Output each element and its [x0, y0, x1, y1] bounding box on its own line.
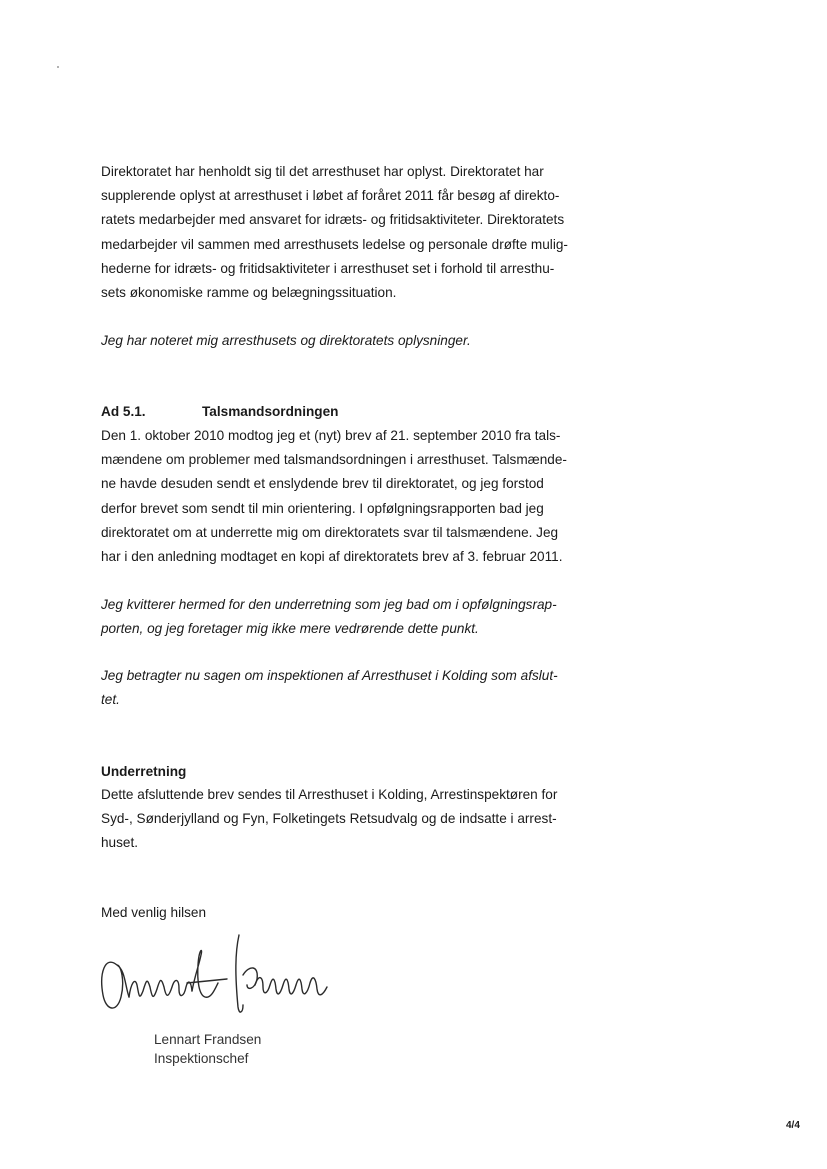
text-line: Jeg har noteret mig arresthusets og direktoratets oplysninger. [101, 333, 471, 348]
note-acknowledgement-5-1 [101, 593, 591, 641]
text-line: hederne for idræts- og fritidsaktiviteter i arresthuset set i forhold til arresthu- [101, 260, 555, 276]
text-line: ne havde desuden sendt et enslydende brev til direktoratet, og jeg forstod [101, 476, 544, 492]
text-line: Dette afsluttende brev sendes til Arresthuset i Kolding, Arrestinspektøren for [101, 787, 558, 802]
text-line: Den 1. oktober 2010 modtog jeg et (nyt) brev af 21. september 2010 fra tals- [101, 428, 561, 443]
signer-name: Lennart Frandsen [154, 1032, 262, 1047]
text-line: ratets medarbejder med ansvaret for idræts- og fritidsaktiviteter. Direktoratets [101, 212, 565, 228]
note-acknowledged [101, 329, 591, 353]
text-line: direktoratet om at underrette mig om direktoratets svar til talsmændene. Jeg [101, 524, 559, 540]
text-line: tet. [101, 692, 120, 708]
handwritten-signature [95, 925, 340, 1020]
scan-speck [57, 66, 59, 68]
signer-block [154, 1030, 261, 1068]
signer-role: Inspektionschef [154, 1051, 249, 1066]
paragraph-spokesperson-letter [101, 424, 591, 569]
text-line: Jeg betragter nu sagen om inspektionen af Arresthuset i Kolding som afslut- [101, 668, 558, 683]
text-line: sets økonomiske ramme og belægningssituation. [101, 285, 397, 301]
section-heading-5-1 [101, 404, 339, 419]
page-number: 4/4 [786, 1120, 800, 1131]
text-line: Direktoratet har henholdt sig til det arresthuset har oplyst. Direktoratet har [101, 164, 544, 179]
paragraph-notification [101, 783, 591, 856]
text-line: mændene om problemer med talsmandsordningen i arresthuset. Talsmænde- [101, 452, 567, 468]
text-line: Syd-, Sønderjylland og Fyn, Folketingets Retsudvalg og de indsatte i arrest- [101, 811, 557, 827]
section-title: Talsmandsordningen [202, 404, 339, 419]
text-line: porten, og jeg foretager mig ikke mere vedrørende dette punkt. [101, 621, 479, 637]
text-line: har i den anledning modtaget en kopi af direktoratets brev af 3. februar 2011. [101, 549, 563, 565]
section-number: Ad 5.1. [101, 404, 146, 419]
text-line: Jeg kvitterer hermed for den underretning som jeg bad om i opfølgningsrap- [101, 597, 557, 612]
paragraph-directorate-reply [101, 160, 591, 305]
notification-heading: Underretning [101, 764, 187, 779]
paragraph-conclusion [101, 664, 591, 712]
text-line: supplerende oplyst at arresthuset i løbet af foråret 2011 får besøg af direkto- [101, 188, 560, 204]
closing-greeting: Med venlig hilsen [101, 905, 207, 920]
text-line: huset. [101, 835, 139, 851]
text-line: medarbejder vil sammen med arresthusets ledelse og personale drøfte mulig- [101, 236, 568, 252]
text-line: derfor brevet som sendt til min orientering. I opfølgningsrapporten bad jeg [101, 500, 544, 516]
